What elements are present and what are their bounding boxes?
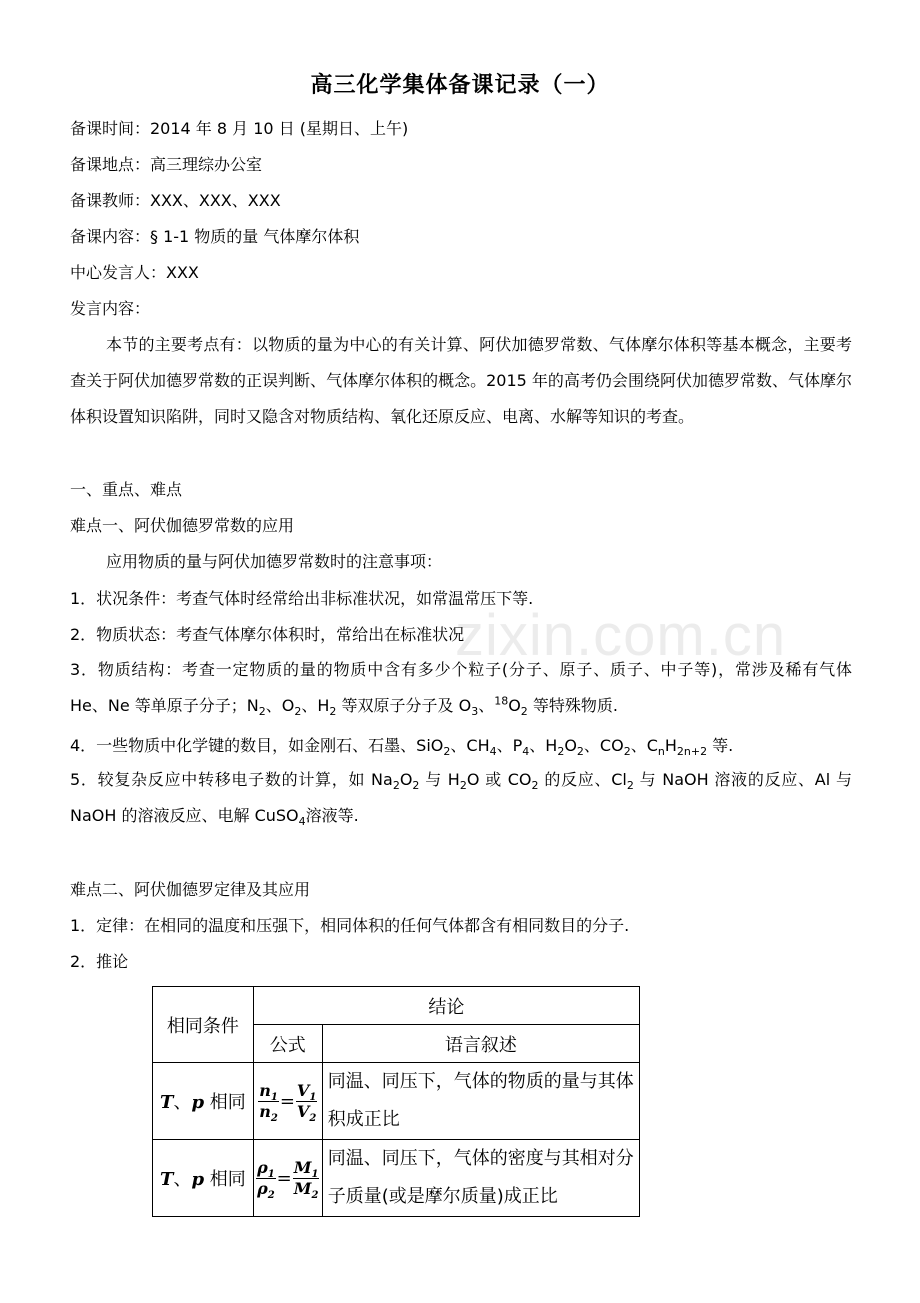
table-head-desc: 语言叙述 — [322, 1025, 639, 1063]
formula-cell: $\frac{n_1}{n_2}$ = $\frac{V_1}{V_2}$ — [253, 1063, 322, 1140]
meta-speaker: 中心发言人：XXX — [70, 263, 199, 282]
meta-teachers: 备课教师：XXX、XXX、XXX — [70, 191, 281, 210]
difficulty1-heading: 难点一、阿伏伽德罗常数的应用 — [70, 516, 295, 535]
meta-time: 备课时间：2014 年 8 月 10 日 (星期日、上午) — [70, 119, 409, 138]
difficulty1-item3: 3．物质结构：考查一定物质的量的物质中含有多少个粒子(分子、原子、质子、中子等)，常涉及稀有气体 He、Ne 等单原子分子；$N_2$、$O_2$、$H_2$ 等双原子分子及 $O_3$、$^{18}O_2$ 等特殊物质. — [70, 660, 852, 719]
table-head-conclusion: 结论 — [253, 987, 639, 1025]
description-cell: 同温、同压下，气体的物质的量与其体积成正比 — [322, 1063, 639, 1140]
fraction-right: $\frac{M_1}{M_2}$ — [293, 1157, 319, 1201]
difficulty1-item5: 5．较复杂反应中转移电子数的计算，如 $Na_2O_2$ 与 $H_2O$ 或 $CO_2$ 的反应、$Cl_2$ 与 NaOH 溶液的反应、Al 与 NaOH 的溶液反应、电解 CuSO$_4$溶液等. — [70, 770, 852, 829]
fraction-left: $\frac{\rho_1}{\rho_2}$ — [257, 1157, 275, 1201]
description-cell: 同温、同压下，气体的密度与其相对分子质量(或是摩尔质量)成正比 — [322, 1140, 639, 1217]
difficulty1-item4: 4．一些物质中化学键的数目，如金刚石、石墨、SiO$_2$、$CH_4$、$P_4$、$H_2O_2$、$CO_2$、$C_nH_{2n+2}$ 等. — [70, 736, 734, 759]
meta-place: 备课地点：高三理综办公室 — [70, 155, 263, 174]
intro-paragraph: 本节的主要考点有：以物质的量为中心的有关计算、阿伏加德罗常数、气体摩尔体积等基本概念，主要考查关于阿伏加德罗常数的正误判断、气体摩尔体积的概念。2015 年的高考仍会围绕阿伏加德罗常数、气体摩尔体积设置知识陷阱，同时又隐含对物质结构、氧化还原反应、电离、水解等知识的考查。 — [70, 335, 852, 426]
table-head-condition: 相同条件 — [153, 987, 254, 1063]
fraction-left: $\frac{n_1}{n_2}$ — [259, 1080, 278, 1124]
difficulty1-item1: 1．状况条件：考查气体时经常给出非标准状况，如常温常压下等. — [70, 589, 534, 608]
meta-speech-label: 发言内容： — [70, 299, 151, 318]
table-row — [153, 1140, 640, 1217]
formula-cell: $\frac{\rho_1}{\rho_2}$ = $\frac{M_1}{M_2}$ — [253, 1140, 322, 1217]
section-heading: 一、重点、难点 — [70, 480, 183, 499]
condition-cell: T、p 相同 — [153, 1140, 254, 1217]
difficulty1-lead: 应用物质的量与阿伏加德罗常数时的注意事项： — [106, 552, 443, 571]
watermark: zixin.com.cn — [455, 603, 787, 668]
difficulty1-item2: 2．物质状态：考查气体摩尔体积时，常给出在标准状况 — [70, 625, 465, 644]
difficulty2-item2: 2．推论 — [70, 952, 129, 971]
table-row — [153, 1063, 640, 1140]
page-title: 高三化学集体备课记录（一） — [310, 73, 610, 98]
difficulty2-item1: 1．定律：在相同的温度和压强下，相同体积的任何气体都含有相同数目的分子. — [70, 916, 630, 935]
difficulty2-heading: 难点二、阿伏伽德罗定律及其应用 — [70, 880, 311, 899]
table-head-formula: 公式 — [253, 1025, 322, 1063]
meta-content: 备课内容：§ 1-1 物质的量 气体摩尔体积 — [70, 227, 360, 246]
inference-table — [152, 986, 640, 1217]
condition-cell: T、p 相同 — [153, 1063, 254, 1140]
fraction-right: $\frac{V_1}{V_2}$ — [296, 1080, 317, 1124]
